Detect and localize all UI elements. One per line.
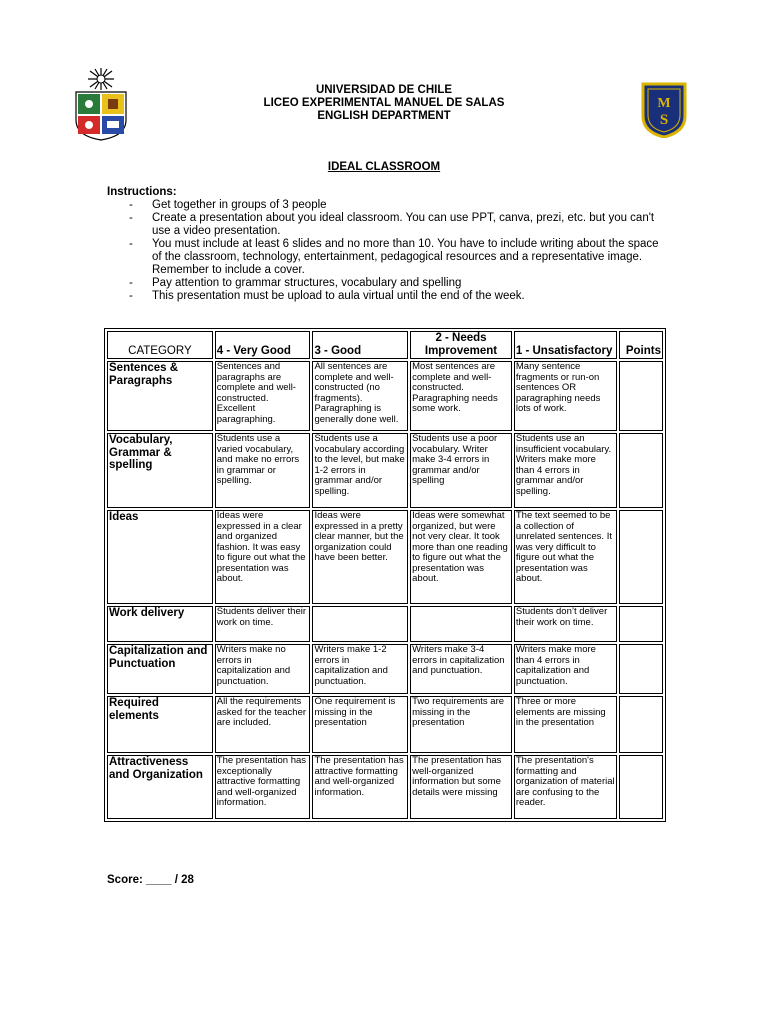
score-1-cell: Many sentence fragments or run-on sentences OR paragraphing needs lots of work. <box>514 361 617 431</box>
score-2-cell: Writers make 3-4 errors in capitalization and punctuation. <box>410 644 512 694</box>
criterion-label: Capitalization and Punctuation <box>107 644 213 694</box>
points-cell[interactable] <box>619 696 663 753</box>
instruction-item: - Get together in groups of 3 people <box>107 199 667 212</box>
instruction-item: - Pay attention to grammar structures, vocabulary and spelling <box>107 277 667 290</box>
instructions-heading: Instructions: <box>107 186 177 198</box>
header-points: Points <box>619 331 663 359</box>
points-cell[interactable] <box>619 361 663 431</box>
score-1-cell: The presentation's formatting and organization of material are confusing to the reader. <box>514 755 617 819</box>
points-cell[interactable] <box>619 644 663 694</box>
score-line: Score: ____ / 28 <box>107 874 194 886</box>
criterion-label: Required elements <box>107 696 213 753</box>
score-4-cell: The presentation has exceptionally attractive formatting and well-organized information. <box>215 755 311 819</box>
header-very-good: 4 - Very Good <box>215 331 311 359</box>
instructions-list <box>107 199 667 303</box>
header-department: ENGLISH DEPARTMENT <box>317 110 451 122</box>
score-1-cell: Students use an insufficient vocabulary. Writers make more than 4 errors in grammar and/or spelling. <box>514 433 617 508</box>
rubric-header-row <box>107 331 663 359</box>
score-3-cell: Students use a vocabulary according to the level, but make 1-2 errors in grammar and/or spelling. <box>312 433 408 508</box>
score-4-cell: Ideas were expressed in a clear and organized fashion. It was easy to figure out what the presentation was about. <box>215 510 311 604</box>
table-row <box>107 644 663 694</box>
score-2-cell: Most sentences are complete and well-constructed. Paragraphing needs some work. <box>410 361 512 431</box>
instructions <box>107 186 667 303</box>
score-2-cell: Two requirements are missing in the presentation <box>410 696 512 753</box>
score-3-cell: One requirement is missing in the presentation <box>312 696 408 753</box>
table-row <box>107 510 663 604</box>
score-1-cell: Three or more elements are missing in the presentation <box>514 696 617 753</box>
points-cell[interactable] <box>619 433 663 508</box>
criterion-label: Attractiveness and Organization <box>107 755 213 819</box>
table-row <box>107 606 663 642</box>
criterion-label: Vocabulary, Grammar & spelling <box>107 433 213 508</box>
table-row <box>107 755 663 819</box>
instruction-item: - Create a presentation about you ideal classroom. You can use PPT, canva, prezi, etc. but you can't use a video presentation. <box>107 212 667 238</box>
header-university: UNIVERSIDAD DE CHILE <box>315 84 453 96</box>
score-3-cell: Ideas were expressed in a pretty clear manner, but the organization could have been better. <box>312 510 408 604</box>
score-1-cell: Writers make more than 4 errors in capitalization and punctuation. <box>514 644 617 694</box>
header-good: 3 - Good <box>312 331 408 359</box>
score-3-cell: All sentences are complete and well-constructed (no fragments). Paragraphing is generally done well. <box>312 361 408 431</box>
rubric-table <box>104 328 666 822</box>
score-2-cell: The presentation has well-organized information but some details were missing <box>410 755 512 819</box>
document-title: IDEAL CLASSROOM <box>327 161 441 173</box>
score-3-cell: Writers make 1-2 errors in capitalization and punctuation. <box>312 644 408 694</box>
instruction-item: - You must include at least 6 slides and no more than 10. You have to include writing about the space of the classroom, technology, entertainment, pedagogical resources and a representative image. Remember to include a cover. <box>107 238 667 277</box>
score-4-cell: Writers make no errors in capitalization and punctuation. <box>215 644 311 694</box>
score-4-cell: All the requirements asked for the teacher are included. <box>215 696 311 753</box>
svg-text:S: S <box>659 112 669 128</box>
criterion-label: Ideas <box>107 510 213 604</box>
header-school: LICEO EXPERIMENTAL MANUEL DE SALAS <box>263 97 505 109</box>
criterion-label: Work delivery <box>107 606 213 642</box>
score-2-cell: Ideas were somewhat organized, but were not very clear. It took more than one reading to figure out what the presentation was about. <box>410 510 512 604</box>
points-cell[interactable] <box>619 606 663 642</box>
score-2-cell: Students use a poor vocabulary. Writer make 3-4 errors in grammar and/or spelling <box>410 433 512 508</box>
table-row <box>107 696 663 753</box>
score-2-cell <box>410 606 512 642</box>
points-cell[interactable] <box>619 510 663 604</box>
table-row <box>107 361 663 431</box>
table-row <box>107 433 663 508</box>
svg-text:M: M <box>657 96 671 111</box>
score-4-cell: Students use a varied vocabulary, and make no errors in grammar or spelling. <box>215 433 311 508</box>
score-4-cell: Sentences and paragraphs are complete and well-constructed. Excellent paragraphing. <box>215 361 311 431</box>
criterion-label: Sentences & Paragraphs <box>107 361 213 431</box>
score-3-cell: The presentation has attractive formatting and well-organized information. <box>312 755 408 819</box>
instruction-item: - This presentation must be upload to aula virtual until the end of the week. <box>107 290 667 303</box>
score-1-cell: Students don’t deliver their work on time. <box>514 606 617 642</box>
score-4-cell: Students deliver their work on time. <box>215 606 311 642</box>
score-3-cell <box>312 606 408 642</box>
header-category: CATEGORY <box>107 331 213 359</box>
header-needs-improvement: 2 - Needs Improvement <box>410 331 512 359</box>
points-cell[interactable] <box>619 755 663 819</box>
header-unsatisfactory: 1 - Unsatisfactory <box>514 331 617 359</box>
score-1-cell: The text seemed to be a collection of unrelated sentences. It was very difficult to figure out what the presentation was about. <box>514 510 617 604</box>
document-header <box>0 84 768 123</box>
